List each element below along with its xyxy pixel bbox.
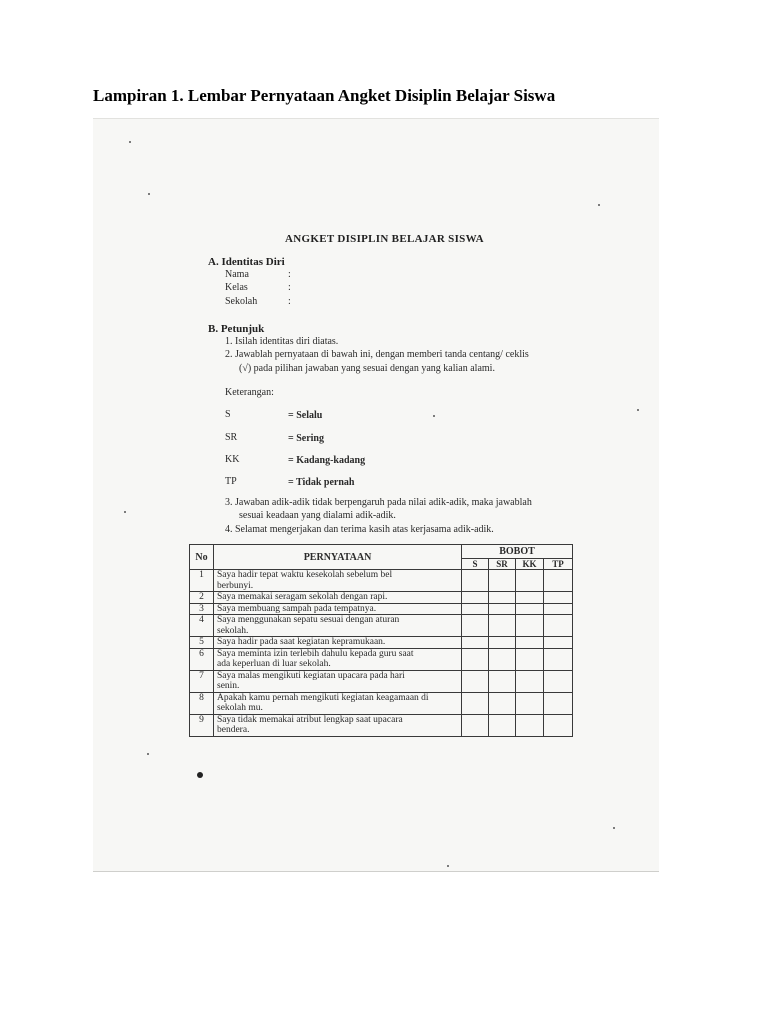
header-option-kk: KK [516,559,544,570]
scan-speck [447,865,449,867]
scanned-form [93,118,659,872]
scan-speck [613,827,615,829]
row-statement [214,637,462,649]
header-weight: BOBOT [462,545,573,559]
section-b-title: B. Petunjuk [208,323,265,335]
answer-cell-kk[interactable] [516,592,544,604]
answer-cell-sr[interactable] [489,648,516,670]
statement-line: Saya hadir pada saat kegiatan kepramukaan. [217,637,386,647]
statement-line: Saya tidak memakai atribut lengkap saat upacara [217,714,403,725]
answer-cell-s[interactable] [462,648,489,670]
instruction-2-line1: 2. Jawablah pernyataan di bawah ini, dengan memberi tanda centang/ ceklis [225,349,529,360]
answer-cell-tp[interactable] [544,570,573,592]
answer-cell-s[interactable] [462,592,489,604]
field-colon: : [288,282,291,293]
header-option-sr: SR [489,559,516,570]
row-statement [214,692,462,714]
answer-cell-sr[interactable] [489,592,516,604]
answer-cell-sr[interactable] [489,692,516,714]
answer-cell-kk[interactable] [516,603,544,615]
answer-cell-kk[interactable] [516,648,544,670]
statement-line: Saya hadir tepat waktu kesekolah sebelum bel [217,570,393,580]
scan-speck [148,193,150,195]
row-number: 4 [190,615,214,637]
row-statement [214,670,462,692]
answer-cell-tp[interactable] [544,637,573,649]
statement-line: Saya membuang sampah pada tempatnya. [217,603,377,614]
answer-cell-kk[interactable] [516,670,544,692]
row-number: 9 [190,714,214,736]
scan-speck [147,753,149,755]
answer-cell-tp[interactable] [544,670,573,692]
row-statement [214,714,462,736]
row-statement [214,592,462,604]
scan-speck [129,141,131,143]
row-statement [214,648,462,670]
header-option-s: S [462,559,489,570]
statement-line: senin. [217,681,240,691]
table-row [190,592,573,604]
answer-cell-kk[interactable] [516,615,544,637]
row-statement [214,615,462,637]
legend-meaning-sr: = Sering [288,433,324,444]
answer-cell-kk[interactable] [516,637,544,649]
field-label-kelas: Kelas [225,282,248,293]
answer-cell-s[interactable] [462,615,489,637]
row-number: 8 [190,692,214,714]
answer-cell-s[interactable] [462,570,489,592]
statement-line: Saya malas mengikuti kegiatan upacara pada hari [217,670,405,681]
instruction-3-line2: sesuai keadaan yang dialami adik-adik. [239,510,396,521]
table-row [190,637,573,649]
statement-line: berbunyi. [217,580,254,591]
legend-code-s: S [225,409,231,420]
answer-cell-sr[interactable] [489,670,516,692]
statement-line: sekolah mu. [217,703,263,713]
row-number: 6 [190,648,214,670]
scan-speck [433,415,435,417]
field-label-nama: Nama [225,269,249,280]
answer-cell-tp[interactable] [544,603,573,615]
survey-table [189,544,573,737]
header-statement: PERNYATAAN [214,545,462,570]
answer-cell-tp[interactable] [544,592,573,604]
scan-speck [124,511,126,513]
field-colon: : [288,269,291,280]
instruction-2-line2: (√) pada pilihan jawaban yang sesuai dengan yang kalian alami. [239,363,495,374]
statement-line: bendera. [217,725,250,735]
row-number: 5 [190,637,214,649]
answer-cell-tp[interactable] [544,714,573,736]
answer-cell-s[interactable] [462,603,489,615]
scan-speck [598,204,600,206]
form-title: ANGKET DISIPLIN BELAJAR SISWA [285,233,484,245]
instruction-1: 1. Isilah identitas diri diatas. [225,336,339,347]
answer-cell-kk[interactable] [516,692,544,714]
statement-line: Saya memakai seragam sekolah dengan rapi. [217,592,388,602]
answer-cell-s[interactable] [462,714,489,736]
statement-line: ada keperluan di luar sekolah. [217,659,331,669]
table-row [190,714,573,736]
scan-speck [637,409,639,411]
row-number: 1 [190,570,214,592]
legend-meaning-kk: = Kadang-kadang [288,455,366,466]
legend-meaning-tp: = Tidak pernah [288,477,355,488]
answer-cell-sr[interactable] [489,603,516,615]
row-number: 2 [190,592,214,604]
field-label-sekolah: Sekolah [225,296,258,307]
answer-cell-sr[interactable] [489,615,516,637]
table-row [190,570,573,592]
instruction-4: 4. Selamat mengerjakan dan terima kasih atas kerjasama adik-adik. [225,524,494,535]
header-option-tp: TP [544,559,573,570]
answer-cell-tp[interactable] [544,648,573,670]
table-row [190,692,573,714]
answer-cell-sr[interactable] [489,637,516,649]
answer-cell-s[interactable] [462,692,489,714]
answer-cell-kk[interactable] [516,570,544,592]
legend-meaning-s: = Selalu [288,410,323,421]
answer-cell-s[interactable] [462,670,489,692]
row-statement [214,570,462,592]
answer-cell-tp[interactable] [544,692,573,714]
statement-line: sekolah. [217,625,249,636]
scan-blot [197,772,203,778]
table-row [190,648,573,670]
section-a-title: A. Identitas Diri [208,256,285,268]
statement-line: Saya menggunakan sepatu sesuai dengan aturan [217,615,400,625]
legend-code-kk: KK [225,454,240,465]
row-statement [214,603,462,615]
keterangan-label: Keterangan: [225,387,274,398]
answer-cell-s[interactable] [462,637,489,649]
table-row [190,670,573,692]
answer-cell-kk[interactable] [516,714,544,736]
statement-line: Saya meminta izin terlebih dahulu kepada guru saat [217,648,414,659]
table-row [190,615,573,637]
statement-line: Apakah kamu pernah mengikuti kegiatan keagamaan di [217,692,429,703]
page-heading: Lampiran 1. Lembar Pernyataan Angket Disiplin Belajar Siswa [93,86,556,105]
row-number: 7 [190,670,214,692]
legend-code-tp: TP [225,476,237,487]
answer-cell-sr[interactable] [489,714,516,736]
answer-cell-tp[interactable] [544,615,573,637]
answer-cell-sr[interactable] [489,570,516,592]
field-colon: : [288,296,291,307]
header-no: No [190,545,214,570]
table-row [190,603,573,615]
row-number: 3 [190,603,214,615]
legend-code-sr: SR [225,432,238,443]
instruction-3-line1: 3. Jawaban adik-adik tidak berpengaruh pada nilai adik-adik, maka jawablah [225,497,532,508]
table-header-row [190,545,573,559]
